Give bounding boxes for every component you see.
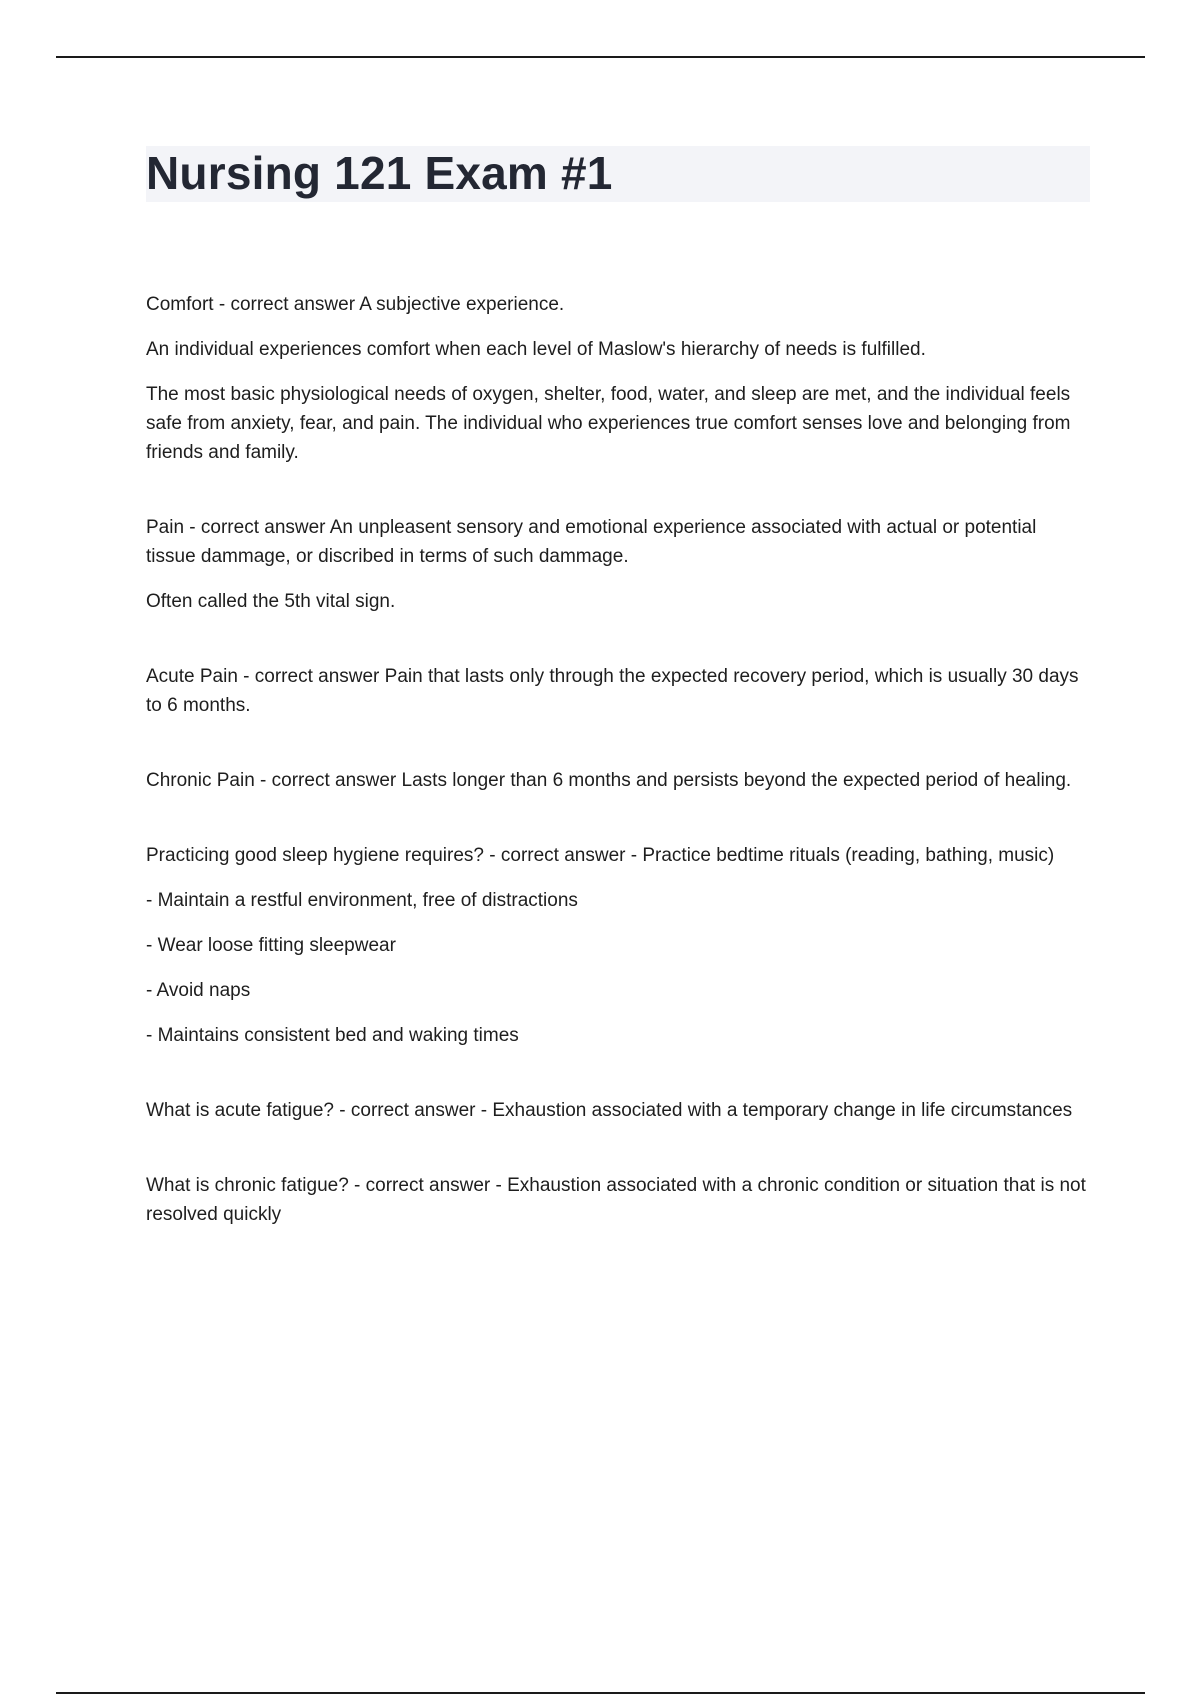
entry-acute-fatigue — [146, 1096, 1090, 1125]
list-item: - Avoid naps — [146, 980, 251, 1001]
list-item: - Wear loose fitting sleepwear — [146, 935, 396, 956]
entry-sleep-hygiene — [146, 841, 1090, 1050]
entry-paragraph: The most basic physiological needs of oxygen, shelter, food, water, and sleep are met, and the individual feels safe from anxiety, fear, and pain. The individual who experiences true comfort senses love and belonging from friends and family. — [146, 384, 1071, 463]
top-divider — [56, 56, 1145, 58]
entry-paragraph: An individual experiences comfort when each level of Maslow's hierarchy of needs is fulfilled. — [146, 339, 926, 360]
entry-paragraph: Often called the 5th vital sign. — [146, 591, 396, 612]
bottom-divider — [56, 1692, 1145, 1694]
entry-paragraph: What is acute fatigue? - correct answer - Exhaustion associated with a temporary change in life circumstances — [146, 1100, 1073, 1121]
entry-paragraph: Chronic Pain - correct answer Lasts longer than 6 months and persists beyond the expected period of healing. — [146, 770, 1072, 791]
list-item: - Maintain a restful environment, free of distractions — [146, 890, 578, 911]
entry-paragraph: Comfort - correct answer A subjective experience. — [146, 294, 565, 315]
page-title: Nursing 121 Exam #1 — [146, 147, 613, 199]
entry-paragraph: Practicing good sleep hygiene requires? - correct answer - Practice bedtime rituals (reading, bathing, music) — [146, 845, 1055, 866]
entry-chronic-fatigue — [146, 1171, 1090, 1229]
entry-paragraph: What is chronic fatigue? - correct answer - Exhaustion associated with a chronic condition or situation that is not resolved quickly — [146, 1175, 1086, 1225]
entry-pain — [146, 513, 1090, 616]
entry-paragraph: Pain - correct answer An unpleasent sensory and emotional experience associated with actual or potential tissue dammage, or discribed in terms of such dammage. — [146, 517, 1037, 567]
entry-comfort — [146, 290, 1090, 467]
list-item: - Maintains consistent bed and waking times — [146, 1025, 519, 1046]
entry-chronic-pain — [146, 766, 1090, 795]
entry-acute-pain — [146, 662, 1090, 720]
document-body — [146, 290, 1090, 1275]
entry-paragraph: Acute Pain - correct answer Pain that lasts only through the expected recovery period, which is usually 30 days to 6 months. — [146, 666, 1079, 716]
